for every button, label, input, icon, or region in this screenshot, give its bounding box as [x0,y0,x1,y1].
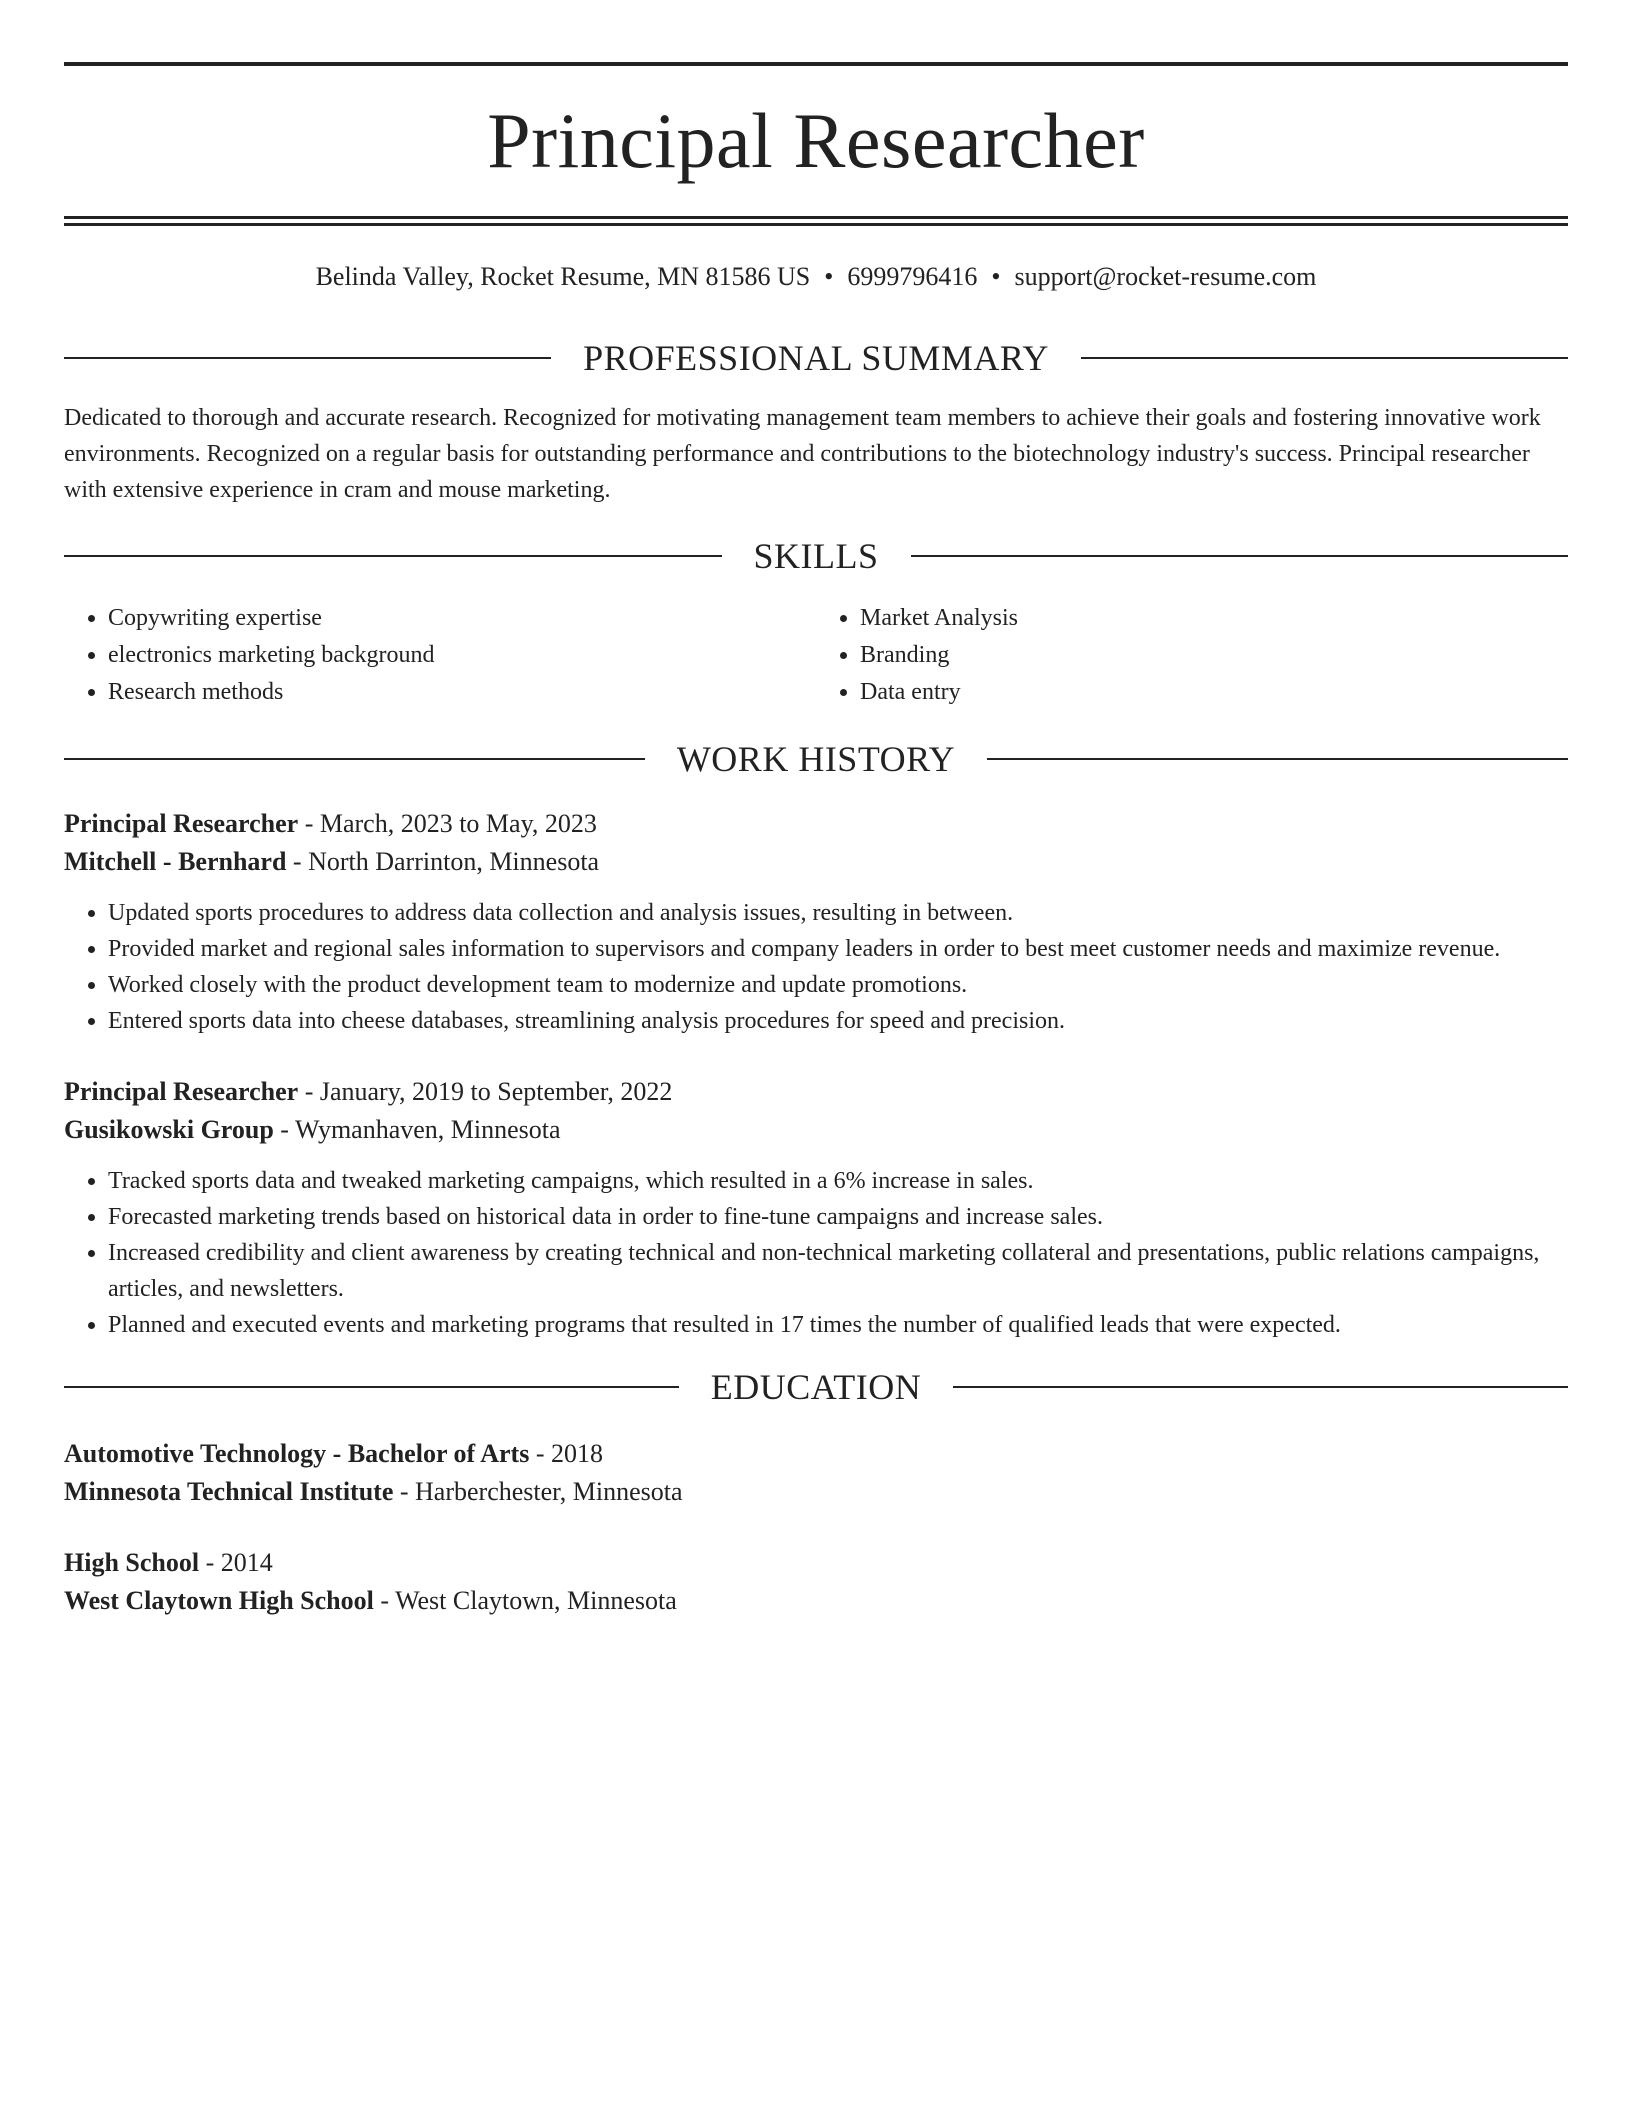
skill-item: • Market Analysis [860,600,1568,637]
job-bullet: • Planned and executed events and marketing programs that resulted in 17 times the number of qualified leads that were expected. [108,1307,1568,1343]
job-dates: - January, 2019 to September, 2022 [298,1077,673,1106]
skill-item: • Branding [860,637,1568,674]
job-dates: - March, 2023 to May, 2023 [298,809,597,838]
job-bullet: • Tracked sports data and tweaked marketing campaigns, which resulted in a 6% increase in sales. [108,1163,1568,1199]
job-company-line [64,1111,1568,1149]
heading-rule-left [64,555,722,557]
education-year: - 2014 [199,1548,273,1577]
contact-separator: • [824,262,834,291]
education-location: - West Claytown, Minnesota [373,1586,677,1615]
contact-email: support@rocket-resume.com [1014,262,1317,291]
section-title-skills: SKILLS [753,536,879,576]
job-bullet: • Provided market and regional sales information to supervisors and company leaders in order to best meet customer needs and maximize revenue. [108,931,1568,967]
education-degree-line [64,1544,1568,1582]
skill-item: • Data entry [860,674,1568,711]
education-school-line [64,1473,1568,1511]
section-title-work: WORK HISTORY [676,739,956,779]
skill-item: • electronics marketing background [108,637,816,674]
heading-rule-right [911,555,1569,557]
contact-separator: • [991,262,1001,291]
contact-address: Belinda Valley, Rocket Resume, MN 81586 US [315,262,811,291]
section-heading-education [64,1369,1568,1405]
education-entry [64,1544,1568,1620]
education-location: - Harberchester, Minnesota [393,1477,683,1506]
job-bullets [64,1163,1568,1343]
job-title-line [64,1073,1568,1111]
education-year: - 2018 [529,1439,604,1468]
job-bullet: • Updated sports procedures to address data collection and analysis issues, resulting in between. [108,895,1568,931]
section-heading-skills [64,538,1568,574]
section-title-summary: PROFESSIONAL SUMMARY [583,338,1049,378]
job-bullet: • Forecasted marketing trends based on historical data in order to fine-tune campaigns and increase sales. [108,1199,1568,1235]
job-company: Mitchell - Bernhard [64,847,287,876]
job-company: Gusikowski Group [64,1115,274,1144]
skill-item: • Research methods [108,674,816,711]
job-bullet: • Entered sports data into cheese databases, streamlining analysis procedures for speed and precision. [108,1003,1568,1039]
job-title: Principal Researcher [64,1077,299,1106]
heading-rule-left [64,758,645,760]
section-heading-work [64,741,1568,777]
education-school-line [64,1582,1568,1620]
heading-rule-left [64,357,551,359]
job-entry [64,805,1568,1039]
heading-rule-right [1081,357,1568,359]
heading-rule-right [953,1386,1568,1388]
contact-phone: 6999796416 [847,262,978,291]
education-degree: Automotive Technology - Bachelor of Arts [64,1439,530,1468]
heading-rule-left [64,1386,679,1388]
education-entry [64,1435,1568,1511]
job-entry [64,1073,1568,1343]
skills-list [64,600,1568,711]
section-title-education: EDUCATION [710,1367,922,1407]
skill-item: • Copywriting expertise [108,600,816,637]
job-bullet: • Worked closely with the product development team to modernize and update promotions. [108,967,1568,1003]
job-title-line [64,805,1568,843]
job-company-line [64,843,1568,881]
job-location: - Wymanhaven, Minnesota [273,1115,561,1144]
section-heading-summary [64,340,1568,376]
header-double-rule [64,216,1568,226]
summary-text: Dedicated to thorough and accurate research. Recognized for motivating management team members to achieve their goals and fostering innovative work environments. Recognized on a regular basis for outstanding performance and contributions to the biotechnology industry's success. Principal researcher with extensive experience in cram and mouse marketing. [64,405,1541,503]
job-bullet: • Increased credibility and client awareness by creating technical and non-technical marketing collateral and presentations, public relations campaigns, articles, and newsletters. [108,1235,1568,1307]
education-school: Minnesota Technical Institute [64,1477,394,1506]
job-bullets [64,895,1568,1039]
skills-column-right [816,600,1568,711]
education-school: West Claytown High School [64,1586,374,1615]
skills-column-left [64,600,816,711]
job-location: - North Darrinton, Minnesota [286,847,600,876]
education-degree: High School [64,1548,200,1577]
job-title: Principal Researcher [64,809,299,838]
top-rule [64,62,1568,66]
heading-rule-right [987,758,1568,760]
resume-name: Principal Researcher [487,97,1145,184]
contact-line [64,264,1568,290]
education-degree-line [64,1435,1568,1473]
